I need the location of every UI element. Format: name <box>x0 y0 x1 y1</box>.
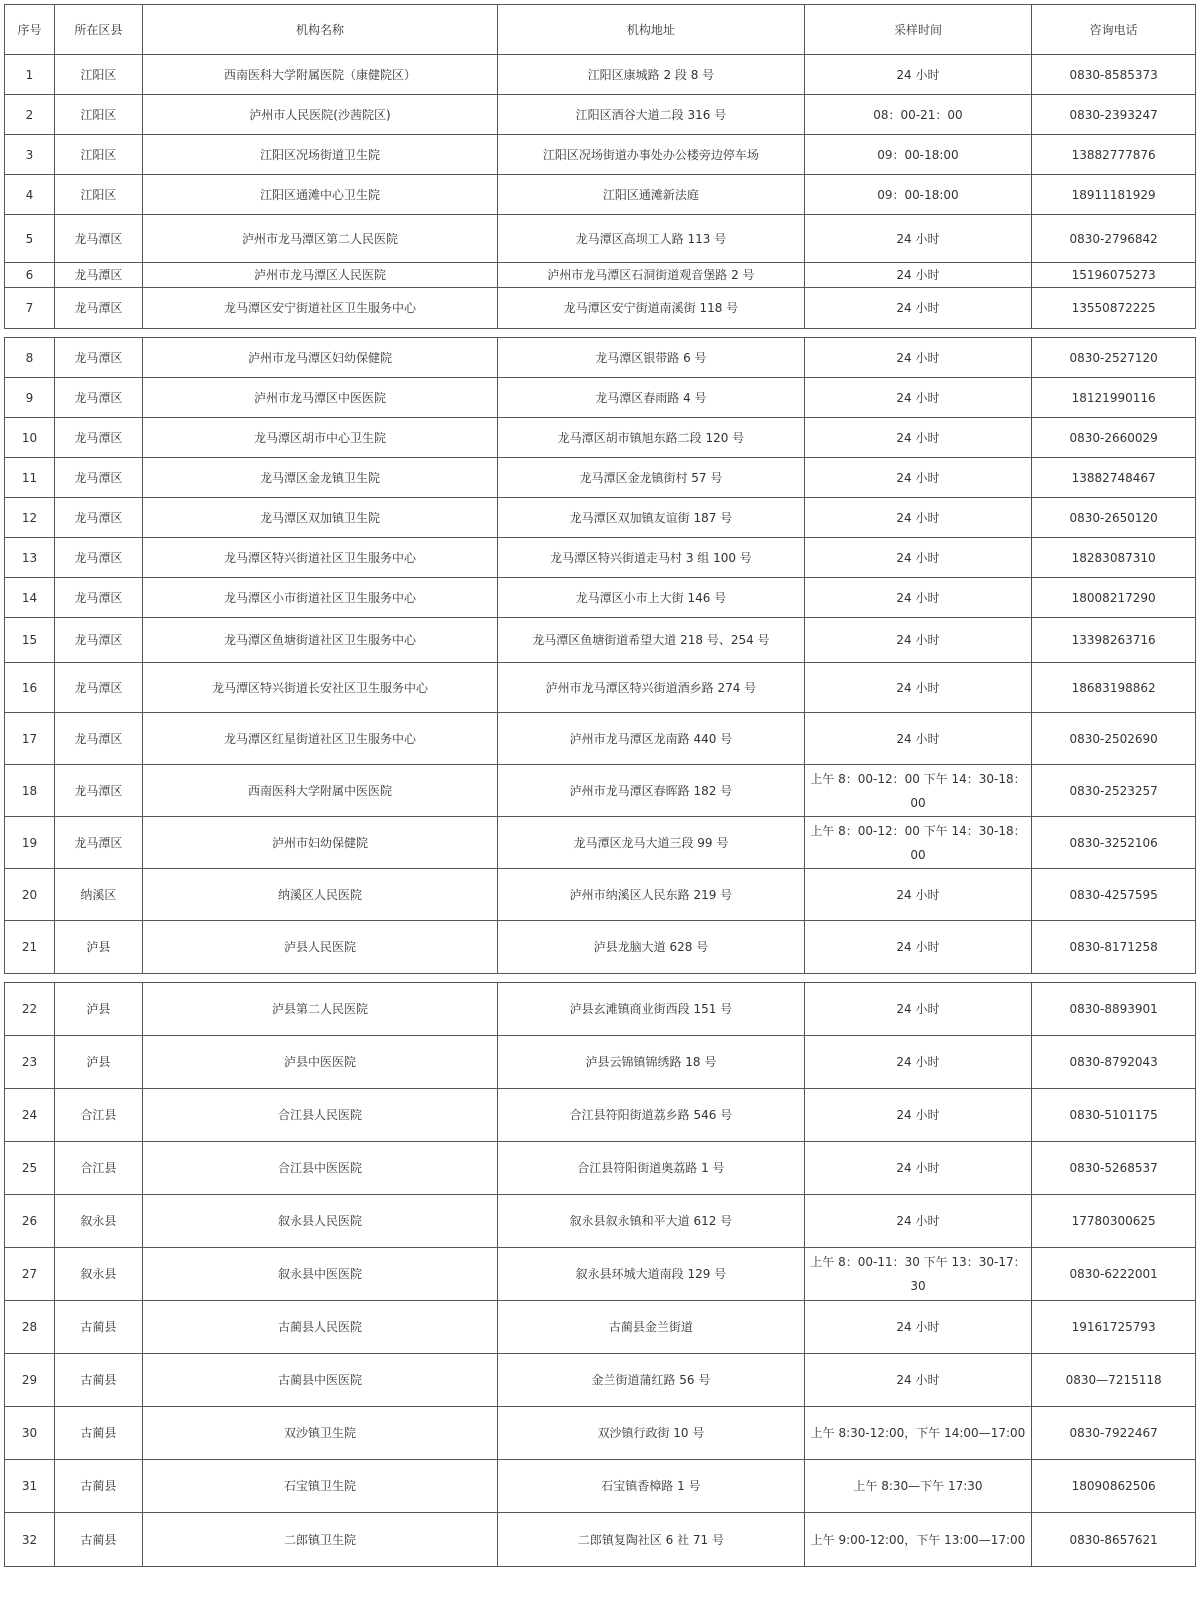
table-cell: 泸县中医医院 <box>143 1036 498 1088</box>
table-cell: 24 小时 <box>805 498 1033 537</box>
table-cell: 叙永县叙永镇和平大道 612 号 <box>498 1195 804 1247</box>
header-cell: 采样时间 <box>805 5 1033 54</box>
table-cell: 24 小时 <box>805 713 1033 764</box>
table-cell: 泸州市妇幼保健院 <box>143 817 498 868</box>
table-cell: 古蔺县 <box>55 1301 143 1353</box>
table-cell: 合江县中医医院 <box>143 1142 498 1194</box>
table-cell: 3 <box>5 135 55 174</box>
table-cell: 24 小时 <box>805 1195 1033 1247</box>
table-cell: 石宝镇香樟路 1 号 <box>498 1460 804 1512</box>
table-cell: 24 小时 <box>805 663 1033 712</box>
table-cell: 24 小时 <box>805 1354 1033 1406</box>
table-cell: 20 <box>5 869 55 920</box>
table-cell: 13 <box>5 538 55 577</box>
table-row <box>5 921 1195 973</box>
table-cell: 龙马潭区小市上大街 146 号 <box>498 578 804 617</box>
table-row <box>5 1195 1195 1248</box>
table-cell: 0830-8585373 <box>1069 67 1158 82</box>
table-cell: 泸县人民医院 <box>143 921 498 973</box>
table-cell: 江阳区通滩新法庭 <box>498 175 804 214</box>
table-row <box>5 288 1195 328</box>
table-cell: 泸州市龙马潭区第二人民医院 <box>143 215 498 262</box>
table-cell: 28 <box>5 1301 55 1353</box>
table-cell: 0830-4257595 <box>1069 887 1158 902</box>
table-cell: 27 <box>5 1248 55 1300</box>
table-cell: 江阳区 <box>55 95 143 134</box>
table-cell: 19161725793 <box>1071 1320 1156 1334</box>
table-cell: 19 <box>5 817 55 868</box>
table-cell: 泸县玄滩镇商业街西段 151 号 <box>498 983 804 1035</box>
table-cell: 24 小时 <box>805 288 1033 328</box>
table-cell: 泸州市龙马潭区春晖路 182 号 <box>498 765 804 816</box>
table-cell: 0830-2393247 <box>1069 107 1158 122</box>
table-cell: 18283087310 <box>1071 550 1156 565</box>
table-cell: 龙马潭区春雨路 4 号 <box>498 378 804 417</box>
table-cell: 龙马潭区龙马大道三段 99 号 <box>498 817 804 868</box>
table-cell: 29 <box>5 1354 55 1406</box>
table-cell: 叙永县 <box>55 1195 143 1247</box>
table-cell: 0830-2502690 <box>1069 731 1158 746</box>
table-cell: 古蔺县 <box>55 1460 143 1512</box>
table-row <box>5 95 1195 135</box>
table-row <box>5 765 1195 817</box>
table-cell: 26 <box>5 1195 55 1247</box>
table-cell: 6 <box>5 263 55 287</box>
table-cell: 龙马潭区 <box>55 578 143 617</box>
table-cell: 13882748467 <box>1071 470 1156 485</box>
table-cell: 0830-2660029 <box>1069 430 1158 445</box>
table-cell: 24 <box>5 1089 55 1141</box>
table-cell: 12 <box>5 498 55 537</box>
table-cell: 24 小时 <box>805 418 1033 457</box>
table-cell: 西南医科大学附属医院（康健院区） <box>143 55 498 94</box>
table-cell: 龙马潭区 <box>55 817 143 868</box>
table-cell: 古蔺县 <box>55 1513 143 1566</box>
table-cell: 23 <box>5 1036 55 1088</box>
table-cell: 龙马潭区高坝工人路 113 号 <box>498 215 804 262</box>
table-row <box>5 1354 1195 1407</box>
table-row <box>5 869 1195 921</box>
table-cell: 25 <box>5 1142 55 1194</box>
table-row <box>5 378 1195 418</box>
table-cell: 24 小时 <box>805 55 1033 94</box>
table-cell: 泸州市龙马潭区人民医院 <box>143 263 498 287</box>
table-row <box>5 538 1195 578</box>
table-cell: 龙马潭区 <box>55 713 143 764</box>
table-cell: 泸县 <box>55 983 143 1035</box>
table-cell: 11 <box>5 458 55 497</box>
table-cell: 龙马潭区小市街道社区卫生服务中心 <box>143 578 498 617</box>
table-cell: 叙永县环城大道南段 129 号 <box>498 1248 804 1300</box>
table-cell: 24 小时 <box>805 983 1033 1035</box>
table-cell: 18121990116 <box>1071 390 1156 405</box>
table-cell: 双沙镇行政街 10 号 <box>498 1407 804 1459</box>
table-cell: 上午 8：00-12：00 下午 14：30-18：00 <box>805 765 1033 816</box>
table-cell: 纳溪区人民医院 <box>143 869 498 920</box>
table-cell: 龙马潭区特兴街道社区卫生服务中心 <box>143 538 498 577</box>
table-cell: 泸州市龙马潭区特兴街道酒乡路 274 号 <box>498 663 804 712</box>
table-cell: 0830-2527120 <box>1069 350 1158 365</box>
table-row <box>5 578 1195 618</box>
table-row <box>5 135 1195 175</box>
table-cell: 7 <box>5 288 55 328</box>
table-cell: 24 小时 <box>805 869 1033 920</box>
table-row <box>5 1301 1195 1354</box>
table-cell: 0830-6222001 <box>1069 1267 1158 1281</box>
data-table-part-3 <box>4 982 1196 1567</box>
table-cell: 叙永县人民医院 <box>143 1195 498 1247</box>
table-cell: 24 小时 <box>805 921 1033 973</box>
table-cell: 0830-5101175 <box>1069 1108 1158 1122</box>
table-cell: 龙马潭区 <box>55 215 143 262</box>
table-cell: 18683198862 <box>1071 680 1156 695</box>
table-cell: 江阳区 <box>55 135 143 174</box>
table-cell: 泸县龙脑大道 628 号 <box>498 921 804 973</box>
table-cell: 古蔺县 <box>55 1354 143 1406</box>
table-cell: 古蔺县 <box>55 1407 143 1459</box>
table-cell: 24 小时 <box>805 618 1033 662</box>
table-cell: 龙马潭区安宁街道南溪街 118 号 <box>498 288 804 328</box>
table-cell: 32 <box>5 1513 55 1566</box>
table-cell: 14 <box>5 578 55 617</box>
table-cell: 泸州市纳溪区人民东路 219 号 <box>498 869 804 920</box>
table-cell: 西南医科大学附属中医医院 <box>143 765 498 816</box>
table-cell: 金兰街道蒲红路 56 号 <box>498 1354 804 1406</box>
table-cell: 江阳区通滩中心卫生院 <box>143 175 498 214</box>
table-cell: 24 小时 <box>805 578 1033 617</box>
table-row <box>5 1460 1195 1513</box>
table-cell: 18090862506 <box>1071 1479 1156 1493</box>
table-cell: 江阳区 <box>55 175 143 214</box>
table-cell: 24 小时 <box>805 1036 1033 1088</box>
header-cell: 机构名称 <box>143 5 498 54</box>
table-cell: 1 <box>5 55 55 94</box>
table-cell: 江阳区康城路 2 段 8 号 <box>498 55 804 94</box>
table-row <box>5 713 1195 765</box>
table-cell: 18008217290 <box>1071 590 1156 605</box>
table-row <box>5 418 1195 458</box>
table-row <box>5 338 1195 378</box>
table-cell: 0830—7215118 <box>1065 1373 1162 1387</box>
table-cell: 泸州市龙马潭区石洞街道观音堡路 2 号 <box>498 263 804 287</box>
table-row <box>5 1407 1195 1460</box>
table-cell: 13398263716 <box>1071 633 1156 647</box>
table-cell: 合江县符阳街道荔乡路 546 号 <box>498 1089 804 1141</box>
table-cell: 江阳区况场街道卫生院 <box>143 135 498 174</box>
table-row <box>5 618 1195 663</box>
table-row <box>5 1513 1195 1566</box>
table-row <box>5 1248 1195 1301</box>
table-cell: 24 小时 <box>805 458 1033 497</box>
table-cell: 0830-2796842 <box>1069 231 1158 246</box>
header-cell: 所在区县 <box>55 5 143 54</box>
table-cell: 叙永县中医医院 <box>143 1248 498 1300</box>
table-cell: 龙马潭区 <box>55 418 143 457</box>
table-cell: 龙马潭区胡市中心卫生院 <box>143 418 498 457</box>
table-cell: 0830-7922467 <box>1069 1426 1158 1440</box>
table-cell: 0830-8171258 <box>1069 940 1158 954</box>
table-cell: 龙马潭区 <box>55 538 143 577</box>
table-cell: 泸州市龙马潭区龙南路 440 号 <box>498 713 804 764</box>
table-cell: 龙马潭区 <box>55 263 143 287</box>
table-cell: 二郎镇复陶社区 6 社 71 号 <box>498 1513 804 1566</box>
table-cell: 08：00-21：00 <box>805 95 1033 134</box>
table-cell: 龙马潭区 <box>55 458 143 497</box>
table-cell: 13882777876 <box>1071 147 1156 162</box>
table-cell: 龙马潭区双加镇卫生院 <box>143 498 498 537</box>
table-cell: 泸县第二人民医院 <box>143 983 498 1035</box>
table-cell: 江阳区况场街道办事处办公楼旁边停车场 <box>498 135 804 174</box>
table-cell: 22 <box>5 983 55 1035</box>
table-cell: 上午 9:00-12:00，下午 13:00—17:00 <box>805 1513 1033 1566</box>
table-cell: 龙马潭区 <box>55 338 143 377</box>
table-row <box>5 1142 1195 1195</box>
table-row <box>5 215 1195 263</box>
table-cell: 17780300625 <box>1071 1214 1156 1228</box>
table-cell: 24 小时 <box>805 1142 1033 1194</box>
table-cell: 上午 8：00-12：00 下午 14：30-18：00 <box>805 817 1033 868</box>
table-cell: 31 <box>5 1460 55 1512</box>
table-header-row <box>5 5 1195 55</box>
table-cell: 0830-5268537 <box>1069 1161 1158 1175</box>
table-cell: 龙马潭区 <box>55 765 143 816</box>
table-cell: 泸州市龙马潭区中医医院 <box>143 378 498 417</box>
table-row <box>5 663 1195 713</box>
table-cell: 叙永县 <box>55 1248 143 1300</box>
table-cell: 10 <box>5 418 55 457</box>
table-cell: 9 <box>5 378 55 417</box>
table-cell: 4 <box>5 175 55 214</box>
table-cell: 15 <box>5 618 55 662</box>
table-cell: 0830-8792043 <box>1069 1055 1158 1069</box>
table-cell: 24 小时 <box>805 1301 1033 1353</box>
table-cell: 纳溪区 <box>55 869 143 920</box>
table-cell: 龙马潭区双加镇友谊街 187 号 <box>498 498 804 537</box>
table-row <box>5 817 1195 869</box>
table-cell: 泸县 <box>55 1036 143 1088</box>
table-cell: 龙马潭区 <box>55 498 143 537</box>
table-cell: 龙马潭区胡市镇旭东路二段 120 号 <box>498 418 804 457</box>
table-cell: 龙马潭区金龙镇卫生院 <box>143 458 498 497</box>
table-cell: 13550872225 <box>1071 301 1156 315</box>
table-cell: 16 <box>5 663 55 712</box>
table-cell: 龙马潭区安宁街道社区卫生服务中心 <box>143 288 498 328</box>
table-cell: 龙马潭区 <box>55 288 143 328</box>
table-row <box>5 458 1195 498</box>
table-cell: 泸县 <box>55 921 143 973</box>
table-cell: 江阳区 <box>55 55 143 94</box>
table-cell: 2 <box>5 95 55 134</box>
table-cell: 龙马潭区鱼塘街道社区卫生服务中心 <box>143 618 498 662</box>
table-cell: 石宝镇卫生院 <box>143 1460 498 1512</box>
table-cell: 合江县人民医院 <box>143 1089 498 1141</box>
table-cell: 8 <box>5 338 55 377</box>
table-cell: 泸州市人民医院(沙茜院区) <box>143 95 498 134</box>
table-row <box>5 175 1195 215</box>
table-cell: 龙马潭区特兴街道走马村 3 组 100 号 <box>498 538 804 577</box>
table-cell: 15196075273 <box>1071 268 1156 282</box>
table-cell: 合江县 <box>55 1089 143 1141</box>
table-cell: 24 小时 <box>805 215 1033 262</box>
table-cell: 龙马潭区银带路 6 号 <box>498 338 804 377</box>
header-cell: 序号 <box>5 5 55 54</box>
table-cell: 0830-3252106 <box>1069 835 1158 850</box>
table-row <box>5 55 1195 95</box>
table-cell: 21 <box>5 921 55 973</box>
table-row <box>5 983 1195 1036</box>
table-row <box>5 1089 1195 1142</box>
table-cell: 18 <box>5 765 55 816</box>
table-cell: 龙马潭区金龙镇街村 57 号 <box>498 458 804 497</box>
table-cell: 24 小时 <box>805 338 1033 377</box>
table-cell: 09：00-18:00 <box>805 175 1033 214</box>
table-cell: 17 <box>5 713 55 764</box>
table-cell: 泸州市龙马潭区妇幼保健院 <box>143 338 498 377</box>
table-cell: 0830-2523257 <box>1069 783 1158 798</box>
table-cell: 24 小时 <box>805 538 1033 577</box>
table-cell: 0830-2650120 <box>1069 510 1158 525</box>
table-cell: 龙马潭区 <box>55 663 143 712</box>
table-cell: 5 <box>5 215 55 262</box>
table-cell: 龙马潭区红星街道社区卫生服务中心 <box>143 713 498 764</box>
table-row <box>5 263 1195 288</box>
table-cell: 0830-8893901 <box>1069 1002 1158 1016</box>
table-cell: 古蔺县金兰街道 <box>498 1301 804 1353</box>
header-cell: 机构地址 <box>498 5 804 54</box>
table-cell: 古蔺县中医医院 <box>143 1354 498 1406</box>
table-row <box>5 1036 1195 1089</box>
table-cell: 上午 8：00-11：30 下午 13：30-17：30 <box>805 1248 1033 1300</box>
table-cell: 上午 8:30—下午 17:30 <box>805 1460 1033 1512</box>
table-cell: 24 小时 <box>805 1089 1033 1141</box>
table-row <box>5 498 1195 538</box>
table-cell: 0830-8657621 <box>1069 1532 1158 1547</box>
table-cell: 古蔺县人民医院 <box>143 1301 498 1353</box>
table-cell: 二郎镇卫生院 <box>143 1513 498 1566</box>
table-cell: 江阳区酒谷大道二段 316 号 <box>498 95 804 134</box>
table-cell: 合江县 <box>55 1142 143 1194</box>
table-cell: 龙马潭区 <box>55 618 143 662</box>
table-cell: 双沙镇卫生院 <box>143 1407 498 1459</box>
table-cell: 龙马潭区鱼塘街道希望大道 218 号、254 号 <box>498 618 804 662</box>
table-cell: 24 小时 <box>805 378 1033 417</box>
table-cell: 上午 8:30-12:00，下午 14:00—17:00 <box>805 1407 1033 1459</box>
data-table-part-2 <box>4 337 1196 974</box>
table-cell: 泸县云锦镇锦绣路 18 号 <box>498 1036 804 1088</box>
table-cell: 24 小时 <box>805 263 1033 287</box>
table-cell: 合江县符阳街道奥荔路 1 号 <box>498 1142 804 1194</box>
table-cell: 龙马潭区 <box>55 378 143 417</box>
table-cell: 18911181929 <box>1071 187 1156 202</box>
table-cell: 30 <box>5 1407 55 1459</box>
data-table-part-1 <box>4 4 1196 329</box>
table-cell: 龙马潭区特兴街道长安社区卫生服务中心 <box>143 663 498 712</box>
header-cell: 咨询电话 <box>1089 22 1138 37</box>
table-cell: 09：00-18:00 <box>805 135 1033 174</box>
